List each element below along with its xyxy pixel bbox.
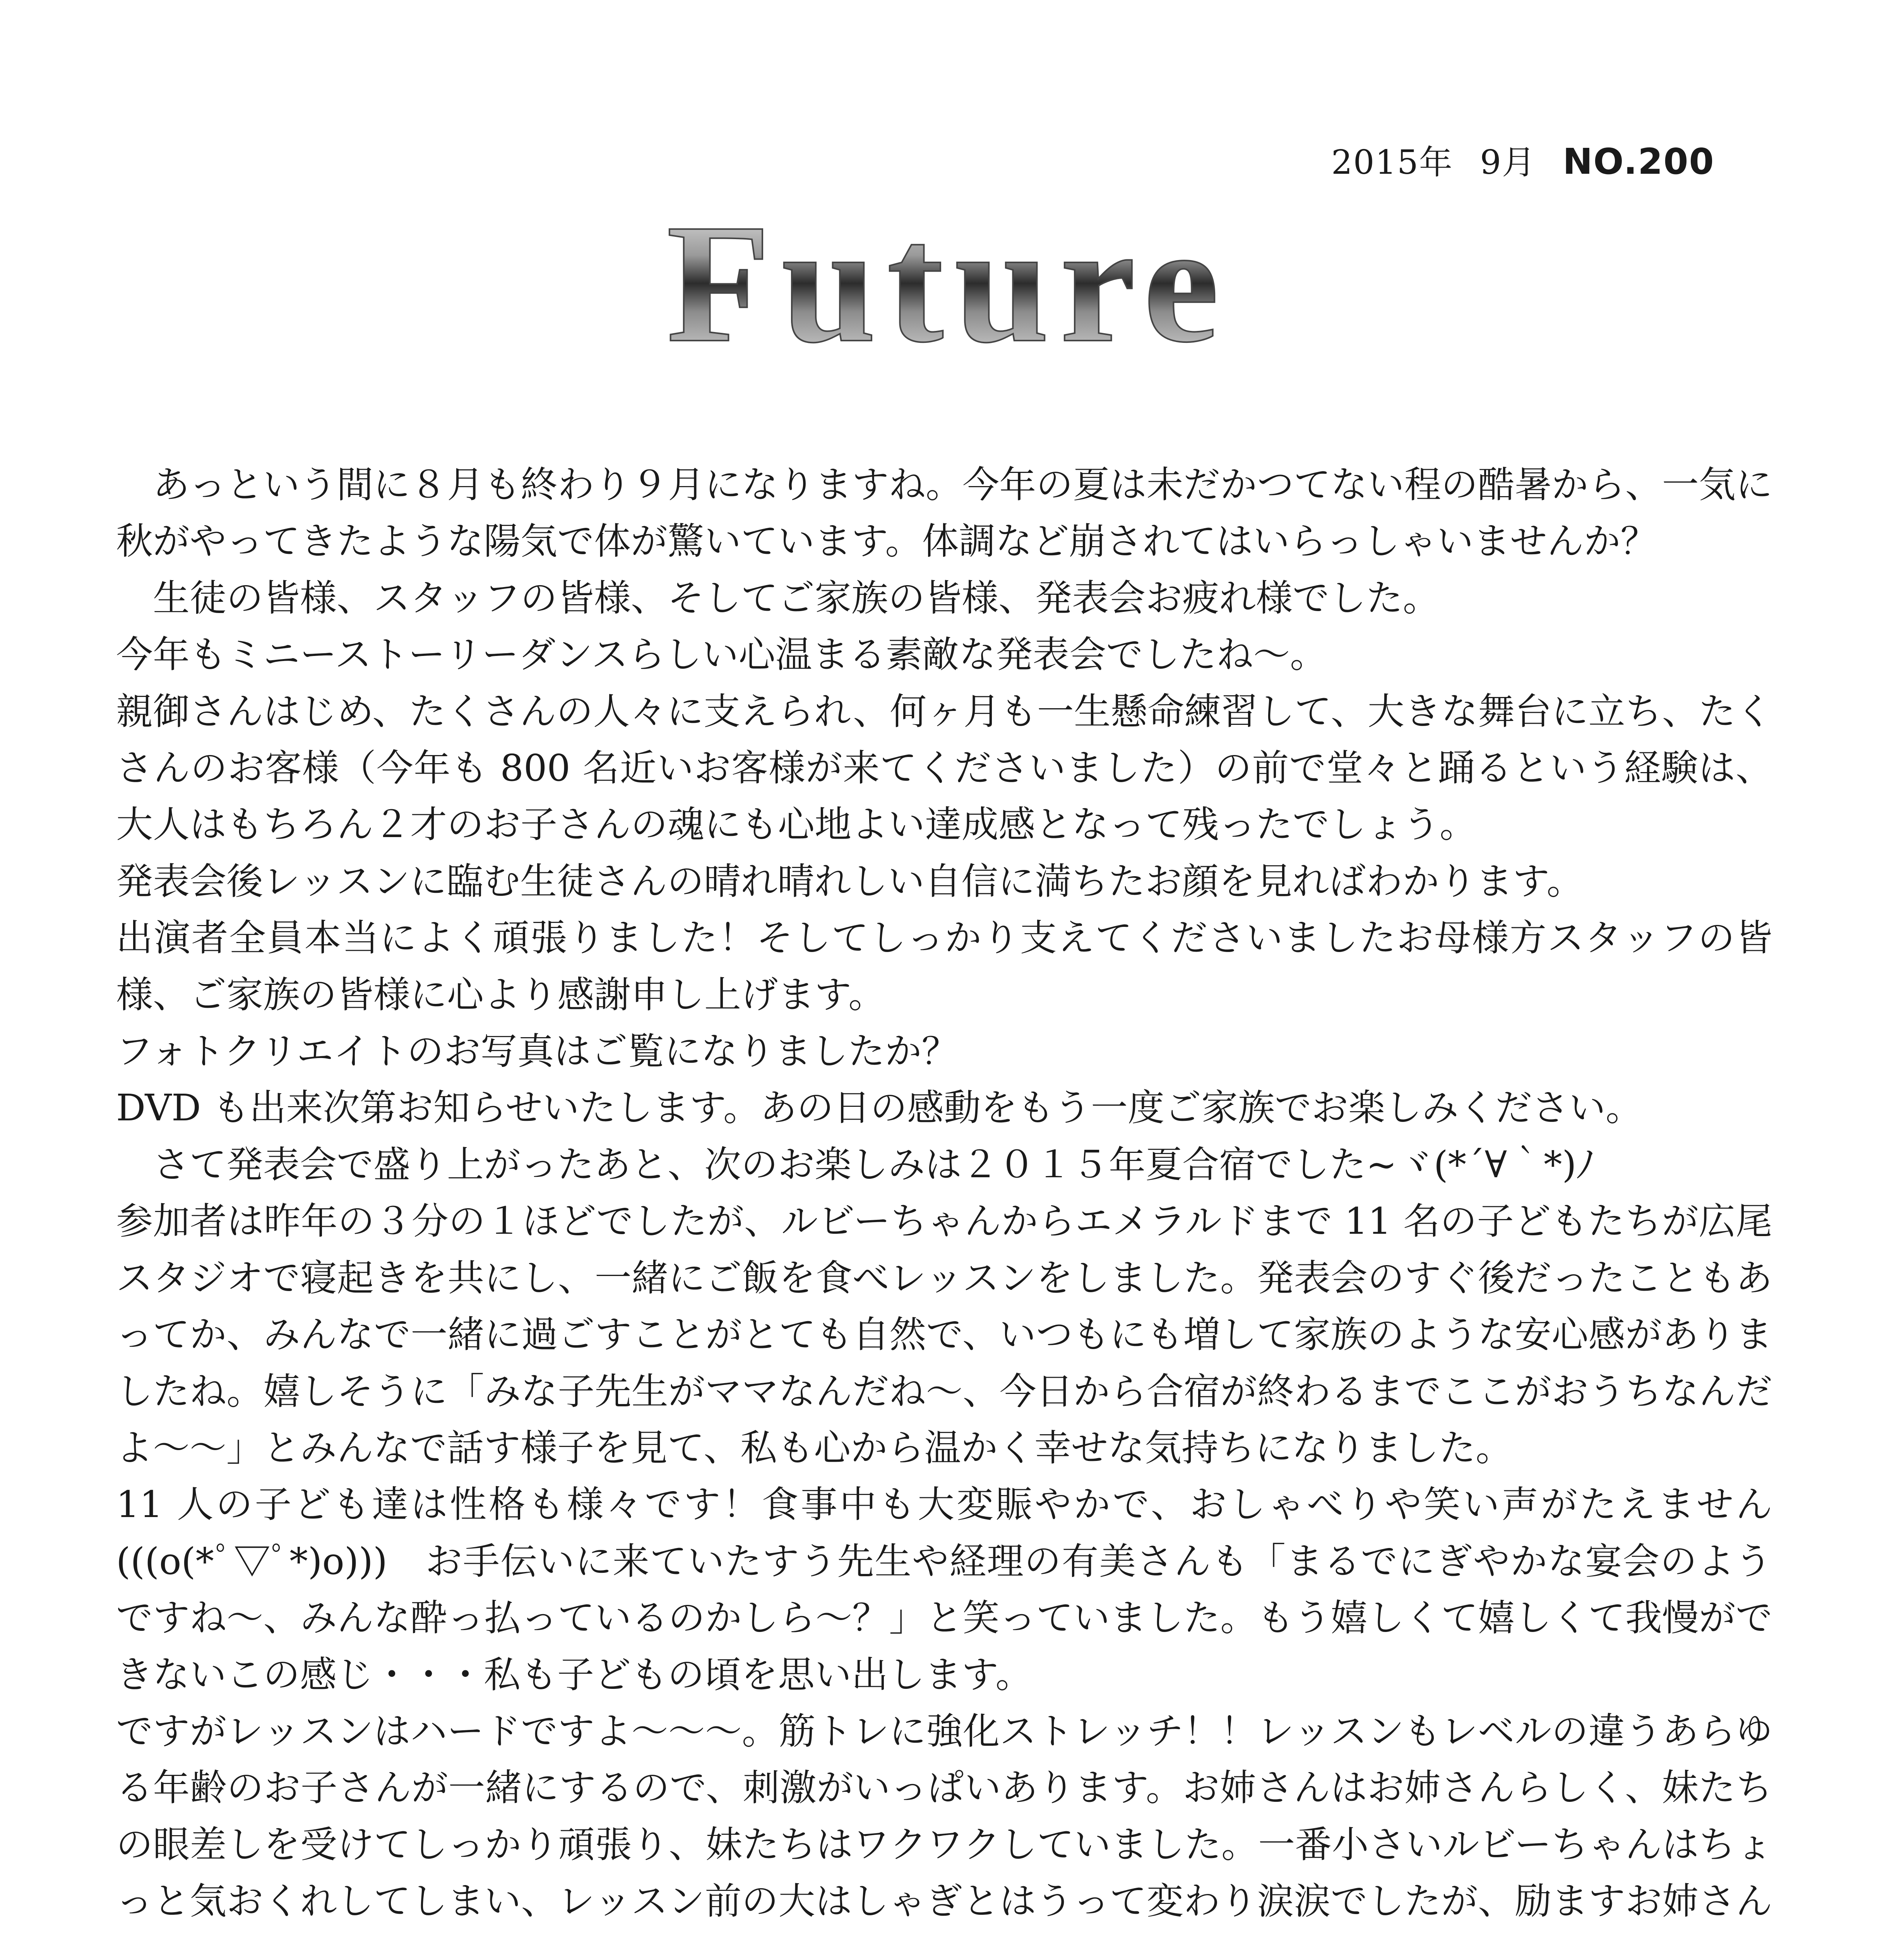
masthead-text: Future [666, 194, 1230, 372]
paragraph: 今年もミニーストーリーダンスらしい心温まる素敵な発表会でしたね～。 [116, 634, 1327, 676]
paragraph: ですがレッスンはハードですよ～～～。筋トレに強化ストレッチ！！レッスンもレベルの違うあらゆる年齢のお子さんが一緒にするので、刺激がいっぱいあります。お姉さんはお姉さんらしく、妹たちの眼差しを受けてしっかり頑張り、妹たちはワクワクしていました。一番小さいルビーちゃんはちょっと気おくれしてしまい、レッスン前の大はしゃぎとはうって変わり涙涙でしたが、励ますお姉さん [116, 1710, 1772, 1923]
paragraph: 親御さんはじめ、たくさんの人々に支えられ、何ヶ月も一生懸命練習して、大きな舞台に立ち、たくさんのお客様（今年も 800 名近いお客様が来てくださいました）の前で堂々と踊るという経験は、大人はもちろん２才のお子さんの魂にも心地よい達成感となって残ったでしょう。 [116, 690, 1772, 846]
paragraph: 参加者は昨年の３分の１ほどでしたが、ルビーちゃんからエメラルドまで 11 名の子どもたちが広尾スタジオで寝起きを共にし、一緒にご飯を食べレッスンをしました。発表会のすぐ後だったこともあってか、みんなで一緒に過ごすことがとても自然で、いつもにも増して家族のような安心感がありましたね。嬉しそうに「みな子先生がママなんだね～、今日から合宿が終わるまでここがおうちなんだよ～～」とみんなで話す様子を見て、私も心から温かく幸せな気持ちになりました。 [116, 1200, 1772, 1469]
paragraph: 出演者全員本当によく頑張りました！そしてしっかり支えてくださいましたお母様方スタッフの皆様、ご家族の皆様に心より感謝申し上げます。 [116, 917, 1772, 1016]
paragraph: あっという間に８月も終わり９月になりますね。今年の夏は未だかつてない程の酷暑から、一気に秋がやってきたような陽気で体が驚いています。体調など崩されてはいらっしゃいませんか？ [116, 464, 1772, 563]
issue-month: 9月 [1480, 143, 1536, 182]
issue-line [1331, 135, 1730, 183]
article-body [116, 457, 1772, 1935]
issue-year: 2015年 [1331, 143, 1453, 182]
paragraph: 生徒の皆様、スタッフの皆様、そしてご家族の皆様、発表会お疲れ様でした。 [153, 577, 1440, 620]
paragraph: フォトクリエイトのお写真はご覧になりましたか？ [116, 1030, 959, 1073]
paragraph: さて発表会で盛り上がったあと、次のお楽しみは２０１５年夏合宿でした~ヾ(*´∀｀*)ﾉ [153, 1143, 1595, 1186]
issue-number: NO.200 [1563, 141, 1715, 182]
paragraph: DVD も出来次第お知らせいたします。あの日の感動をもう一度ご家族でお楽しみください。 [116, 1087, 1643, 1130]
paragraph: 発表会後レッスンに臨む生徒さんの晴れ晴れしい自信に満ちたお顔を見ればわかります。 [116, 860, 1584, 903]
masthead-title [561, 194, 1335, 372]
paragraph: 11 人の子ども達は性格も様々です！食事中も大変賑やかで、おしゃべりや笑い声がたえません (((o(*ﾟ▽ﾟ*)o))) お手伝いに来ていたすう先生や経理の有美さんも「まるでにぎやかな宴会のようですね～、みんな酔っ払っているのかしら～？」と笑っていました。もう嬉しくて嬉しくて我慢ができないこの感じ・・・私も子どもの頃を思い出します。 [116, 1483, 1772, 1696]
